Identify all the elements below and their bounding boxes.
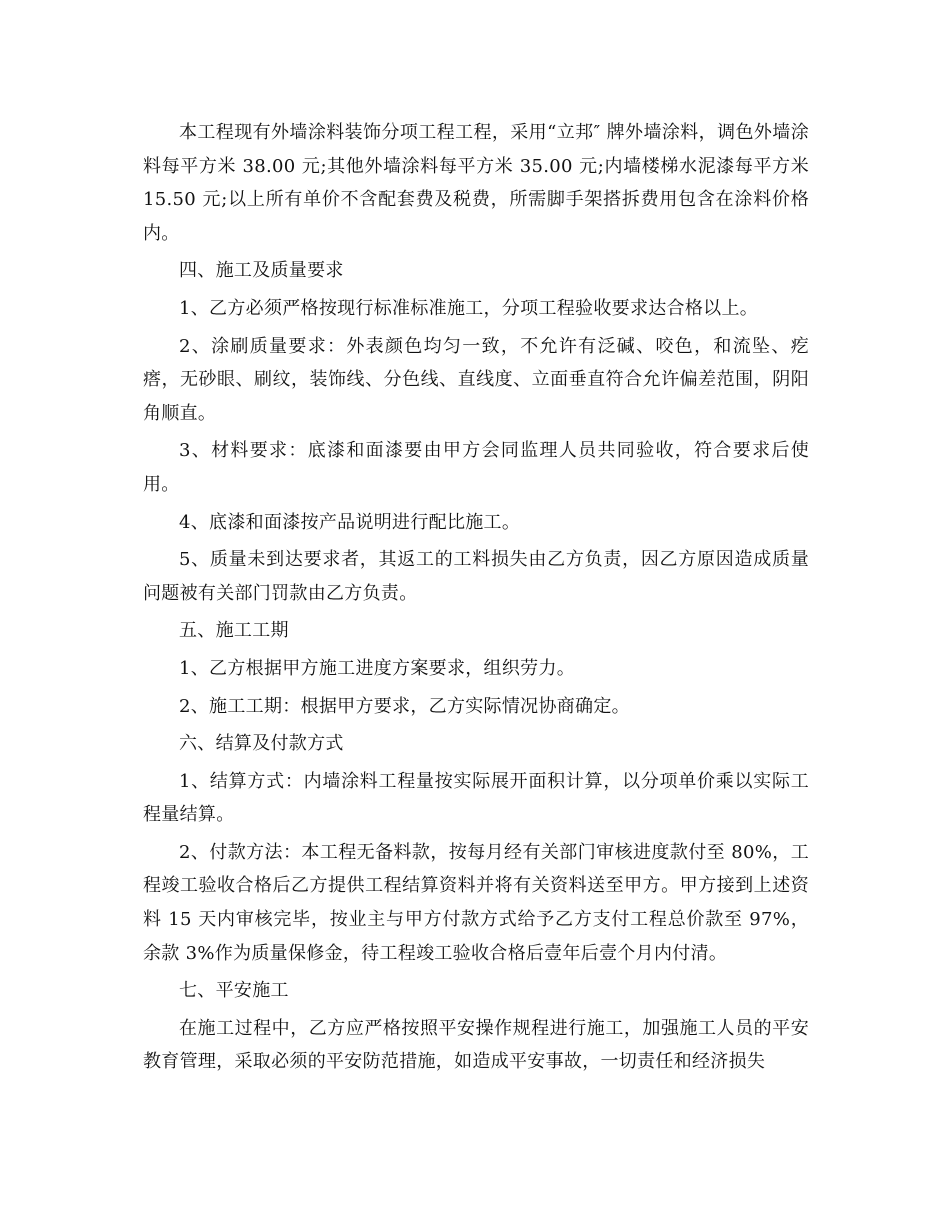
paragraph-pricing: 本工程现有外墙涂料装饰分项工程工程，采用“立邦″ 牌外墙涂料，调色外墙涂料每平方米 38.00 元;其他外墙涂料每平方米 35.00 元;内墙楼梯水泥漆每平方米 15.50 元;以上所有单价不含配套费及税费，所需脚手架搭拆费用包含在涂料价格内。 [143, 122, 809, 244]
paragraph-quality-5: 5、质量未到达要求者，其返工的工料损失由乙方负责，因乙方原因造成质量问题被有关部门罚款由乙方负责。 [143, 549, 809, 604]
paragraph-safety-1: 在施工过程中，乙方应严格按照平安操作规程进行施工，加强施工人员的平安教育管理，采取必须的平安防范措施，如造成平安事故，一切责任和经济损失 [143, 1017, 809, 1073]
paragraph-quality-2: 2、涂刷质量要求：外表颜色均匀一致，不允许有泛碱、咬色，和流坠、疙瘩，无砂眼、刷纹，装饰线、分色线、直线度、立面垂直符合允许偏差范围，阴阳角顺直。 [143, 335, 809, 424]
paragraph-schedule-1: 1、乙方根据甲方施工进度方案要求，组织劳力。 [179, 657, 576, 679]
paragraph-quality-1: 1、乙方必须严格按现行标准标准施工，分项工程验收要求达合格以上。 [179, 297, 759, 319]
section-heading-quality: 四、施工及质量要求 [179, 260, 344, 282]
section-heading-payment: 六、结算及付款方式 [179, 733, 344, 755]
section-heading-safety: 七、平安施工 [179, 980, 289, 1002]
paragraph-payment-1: 1、结算方式：内墙涂料工程量按实际展开面积计算，以分项单价乘以实际工程量结算。 [143, 770, 809, 826]
paragraph-payment-2: 2、付款方法：本工程无备料款，按每月经有关部门审核进度款付至 80%，工程竣工验收合格后乙方提供工程结算资料并将有关资料送至甲方。甲方接到上述资料 15 天内审核完毕，按业主与甲方付款方式给予乙方支付工程总价款至 97%，余款 3%作为质量保修金，待工程竣工验收合格后壹年后壹个月内付清。 [143, 841, 809, 964]
section-heading-schedule: 五、施工工期 [179, 620, 289, 642]
paragraph-quality-4: 4、底漆和面漆按产品说明进行配比施工。 [179, 511, 521, 533]
paragraph-quality-3: 3、材料要求：底漆和面漆要由甲方会同监理人员共同验收，符合要求后使用。 [143, 440, 809, 495]
document-body [143, 116, 809, 1083]
paragraph-schedule-2: 2、施工工期：根据甲方要求，乙方实际情况协商确定。 [179, 695, 630, 717]
